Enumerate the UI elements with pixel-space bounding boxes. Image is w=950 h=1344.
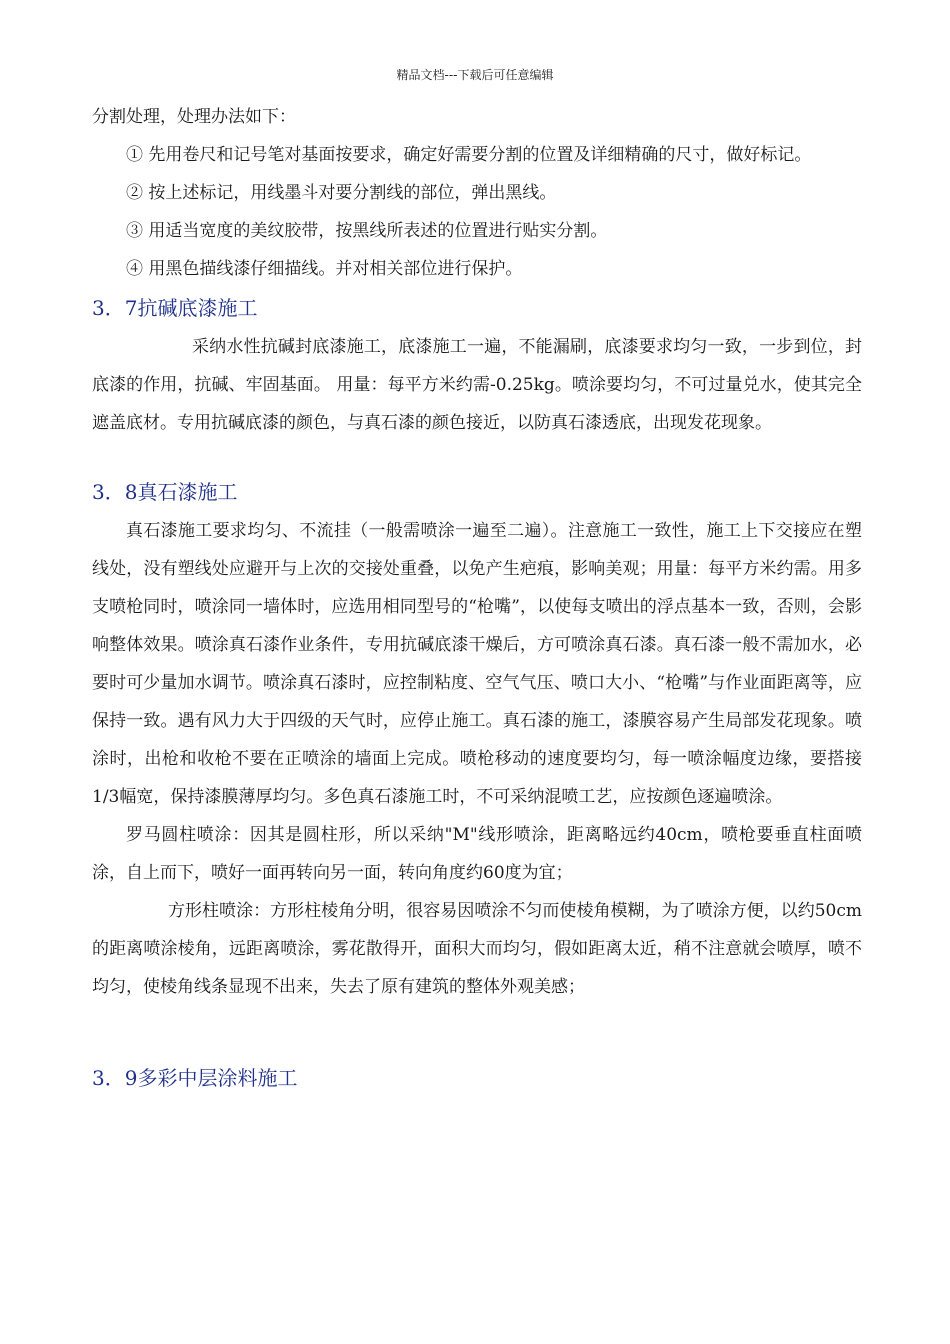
section-heading-3-8: 3．8真石漆施工 [92, 480, 238, 504]
step-2: ② 按上述标记，用线墨斗对要分割线的部位，弹出黑线。 [126, 183, 557, 203]
section-heading-3-9: 3．9多彩中层涂料施工 [92, 1066, 298, 1090]
intro-paragraph: 分割处理，处理办法如下： [92, 107, 296, 127]
step-4: ④ 用黑色描线漆仔细描线。并对相关部位进行保护。 [126, 259, 523, 279]
spacer [92, 442, 862, 472]
section-3-7-paragraph: 采纳水性抗碱封底漆施工，底漆施工一遍，不能漏刷，底漆要求均匀一致，一步到位，封底漆的作用，抗碱、牢固基面。 用量：每平方米约需-0.25kg。喷涂要均匀，不可过量兑水，使其完全遮盖底材。专用抗碱底漆的颜色，与真石漆的颜色接近，以防真石漆透底，出现发花现象。 [92, 337, 862, 433]
section-heading-3-7: 3．7抗碱底漆施工 [92, 296, 258, 320]
square-column-paragraph: 方形柱喷涂：方形柱棱角分明，很容易因喷涂不匀而使棱角模糊，为了喷涂方便，以约50cm的距离喷涂棱角，远距离喷涂，雾花散得开，面积大而均匀，假如距离太近，稍不注意就会喷厚，喷不均匀，使棱角线条显现不出来，失去了原有建筑的整体外观美感； [92, 901, 862, 997]
document-body [92, 98, 862, 1098]
spacer [92, 1006, 862, 1058]
step-3: ③ 用适当宽度的美纹胶带，按黑线所表述的位置进行贴实分割。 [126, 221, 608, 241]
roman-column-paragraph: 罗马圆柱喷涂：因其是圆柱形，所以采纳"M"线形喷涂，距离略远约40cm，喷枪要垂直柱面喷涂，自上而下，喷好一面再转向另一面，转向角度约60度为宜； [92, 825, 862, 883]
step-1: ① 先用卷尺和记号笔对基面按要求，确定好需要分割的位置及详细精确的尺寸，做好标记。 [126, 145, 812, 165]
page-header: 精品文档---下载后可任意编辑 [396, 68, 554, 82]
section-3-8-paragraph: 真石漆施工要求均匀、不流挂（一般需喷涂一遍至二遍）。注意施工一致性，施工上下交接应在塑线处，没有塑线处应避开与上次的交接处重叠，以免产生疤痕，影响美观；用量：每平方米约需。用多支喷枪同时，喷涂同一墙体时，应选用相同型号的“枪嘴”，以使每支喷出的浮点基本一致，否则，会影响整体效果。喷涂真石漆作业条件，专用抗碱底漆干燥后，方可喷涂真石漆。真石漆一般不需加水，必要时可少量加水调节。喷涂真石漆时，应控制粘度、空气气压、喷口大小、“枪嘴”与作业面距离等，应保持一致。遇有风力大于四级的天气时，应停止施工。真石漆的施工，漆膜容易产生局部发花现象。喷涂时，出枪和收枪不要在正喷涂的墙面上完成。喷枪移动的速度要均匀，每一喷涂幅度边缘，要搭接1/3幅宽，保持漆膜薄厚均匀。多色真石漆施工时，不可采纳混喷工艺，应按颜色逐遍喷涂。 [92, 521, 862, 807]
